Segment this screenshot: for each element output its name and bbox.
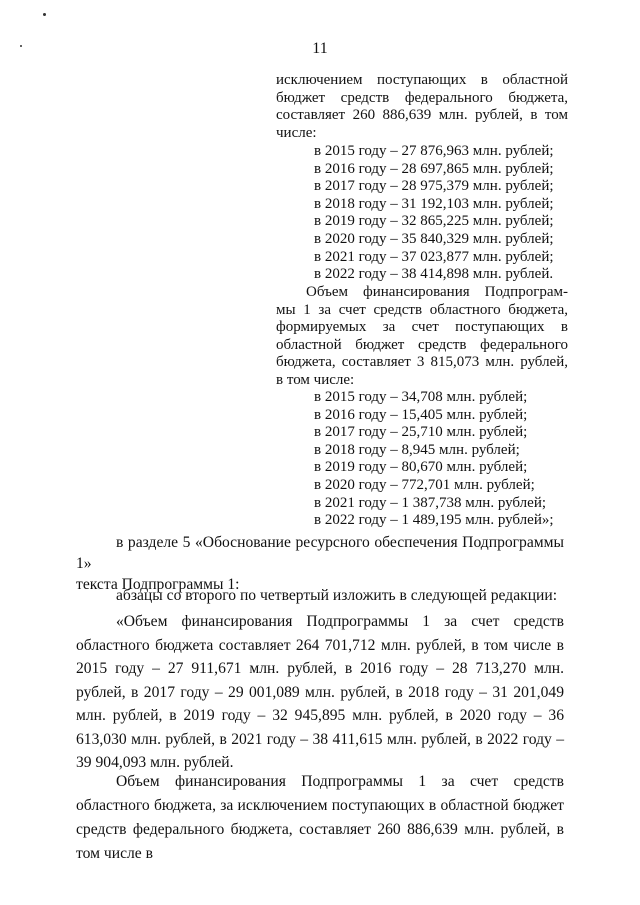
scan-speck [43, 13, 46, 16]
list-item: в 2015 году – 27 876,963 млн. рублей; [314, 143, 554, 159]
list-item: в 2017 году – 28 975,379 млн. рублей; [314, 178, 554, 195]
list-item: в 2021 году – 1 387,738 млн. рублей; [314, 494, 547, 511]
list-item: в 2016 году – 28 697,865 млн. рублей; [314, 160, 554, 177]
funding-formed-paragraph [276, 284, 568, 390]
section5-line: в разделе 5 «Обоснование ресурсного обеспечения Подпрограммы 1» [76, 534, 564, 572]
list-item: в 2019 году – 80,670 млн. рублей; [314, 459, 528, 476]
text-line: мы 1 за счет средств областного бюджета, [276, 301, 568, 318]
list-item: в 2021 году – 37 023,877 млн. рублей; [314, 248, 554, 265]
text-line: формируемых за счет поступающих в [276, 319, 568, 336]
instruction-text: абзацы со второго по четвертый изложить в следующей редакции: [116, 587, 558, 604]
list-item: в 2020 году – 35 840,329 млн. рублей; [314, 230, 554, 247]
text-line: исключением поступающих в областной [276, 72, 568, 88]
list-item: в 2018 году – 8,945 млн. рублей; [314, 441, 520, 458]
funding-federal-paragraph [276, 72, 568, 142]
yearly-list-2 [314, 389, 554, 530]
list-item: в 2015 году – 34,708 млн. рублей; [314, 389, 528, 405]
page-number: 11 [312, 40, 328, 57]
text-line: бюджета, составляет 3 815,073 млн. рублей, [276, 354, 568, 371]
text-line: Объем финансирования Подпрограм- [306, 284, 568, 300]
yearly-list-1 [314, 143, 554, 284]
funding-total-paragraph [76, 610, 564, 775]
funding-excluding-text: Объем финансирования Подпрограммы 1 за счет средств областного бюджета, за исключением поступающих в областной бюджет средств федерального бюджета, составляет 260 886,639 млн. рублей, в том числе в [76, 773, 564, 862]
funding-excluding-paragraph [76, 770, 564, 866]
funding-total-text: «Объем финансирования Подпрограммы 1 за счет средств областного бюджета составляет 264 701,712 млн. рублей, в том числе в 2015 году – 27 911,671 млн. рублей, в 2016 году – 28 713,270 млн. рублей, в 2017 году – 29 001,089 млн. рублей, в 2018 году – 31 201,049 млн. рублей, в 2019 году – 32 945,895 млн. рублей, в 2020 году – 36 613,030 млн. рублей, в 2021 году – 38 411,615 млн. рублей, в 2022 году – 39 904,093 млн. рублей. [76, 613, 564, 771]
text-line: числе: [276, 124, 317, 141]
list-item: в 2018 году – 31 192,103 млн. рублей; [314, 195, 554, 212]
list-item: в 2022 году – 38 414,898 млн. рублей. [314, 266, 554, 283]
text-line: в том числе: [276, 371, 355, 388]
amendment-instruction [76, 585, 564, 606]
list-item: в 2016 году – 15,405 млн. рублей; [314, 406, 528, 423]
section5-line: текста Подпрограммы 1: [76, 576, 240, 593]
text-line: составляет 260 886,639 млн. рублей, в том [276, 107, 568, 124]
list-item: в 2022 году – 1 489,195 млн. рублей»; [314, 512, 554, 529]
text-line: областной бюджет средств федерального [276, 336, 568, 353]
list-item: в 2019 году – 32 865,225 млн. рублей; [314, 213, 554, 230]
text-line: бюджет средств федерального бюджета, [276, 89, 568, 106]
list-item: в 2020 году – 772,701 млн. рублей; [314, 476, 535, 493]
list-item: в 2017 году – 25,710 млн. рублей; [314, 424, 528, 441]
